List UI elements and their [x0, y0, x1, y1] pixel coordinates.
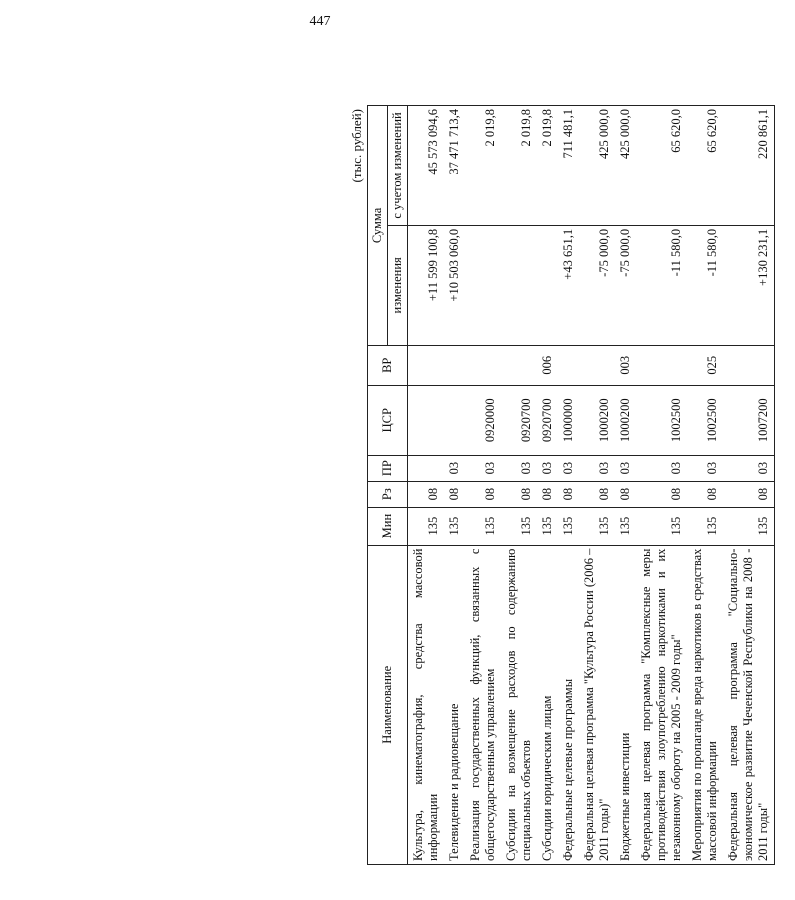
row-rz: 08 — [579, 481, 615, 507]
header-sum: Сумма — [368, 106, 388, 346]
row-pr: 03 — [615, 455, 636, 481]
row-csr: 1002500 — [687, 385, 723, 455]
table-row — [444, 106, 465, 865]
table-row — [723, 106, 775, 865]
row-rz: 08 — [408, 481, 445, 507]
row-pr: 03 — [687, 455, 723, 481]
row-min: 135 — [444, 507, 465, 545]
budget-table — [367, 105, 775, 865]
budget-page — [345, 85, 795, 865]
row-rz: 08 — [444, 481, 465, 507]
table-row — [465, 106, 501, 865]
header-changes: изменения — [388, 225, 408, 345]
row-total: 2 019,8 — [465, 106, 501, 226]
row-change: +43 651,1 — [558, 225, 579, 345]
row-min: 135 — [579, 507, 615, 545]
header-name: Наименование — [368, 545, 408, 864]
row-vr: 025 — [687, 345, 723, 385]
row-csr: 0920000 — [465, 385, 501, 455]
table-row — [537, 106, 558, 865]
row-name: Мероприятия по пропаганде вреда наркотиков в средствах массовой информации — [687, 545, 723, 864]
row-name: Субсидии на возмещение расходов по содержанию специальных объектов — [501, 545, 537, 864]
row-csr — [408, 385, 445, 455]
row-vr — [444, 345, 465, 385]
row-vr — [558, 345, 579, 385]
row-total: 2 019,8 — [501, 106, 537, 226]
table-row — [501, 106, 537, 865]
row-min: 135 — [558, 507, 579, 545]
row-total: 37 471 713,4 — [444, 106, 465, 226]
row-change: -75 000,0 — [615, 225, 636, 345]
row-vr — [579, 345, 615, 385]
units-note: (тыс. рублей) — [349, 109, 364, 183]
row-csr: 1007200 — [723, 385, 775, 455]
row-rz: 08 — [723, 481, 775, 507]
header-csr: ЦСР — [368, 385, 408, 455]
row-csr: 0920700 — [537, 385, 558, 455]
row-change: -75 000,0 — [579, 225, 615, 345]
row-csr: 0920700 — [501, 385, 537, 455]
row-pr: 03 — [579, 455, 615, 481]
header-min: Мин — [368, 507, 408, 545]
row-min: 135 — [615, 507, 636, 545]
row-csr: 1002500 — [636, 385, 687, 455]
row-pr: 03 — [636, 455, 687, 481]
row-name: Бюджетные инвестиции — [615, 545, 636, 864]
row-vr — [723, 345, 775, 385]
header-with-changes: с учетом изменений — [388, 106, 408, 226]
row-total: 425 000,0 — [615, 106, 636, 226]
row-rz: 08 — [558, 481, 579, 507]
row-min: 135 — [636, 507, 687, 545]
row-name: Федеральные целевые программы — [558, 545, 579, 864]
table-header — [368, 106, 408, 865]
row-csr: 1000200 — [615, 385, 636, 455]
row-name: Телевидение и радиовещание — [444, 545, 465, 864]
row-pr: 03 — [723, 455, 775, 481]
row-vr: 003 — [615, 345, 636, 385]
row-pr: 03 — [558, 455, 579, 481]
row-name: Федеральная целевая программа "Социально-экономическое развитие Чеченской Республики на 2008 - 2011 годы" — [723, 545, 775, 864]
row-total: 425 000,0 — [579, 106, 615, 226]
row-total: 45 573 094,6 — [408, 106, 445, 226]
row-vr — [636, 345, 687, 385]
table-body — [408, 106, 775, 865]
row-total: 711 481,1 — [558, 106, 579, 226]
row-rz: 08 — [615, 481, 636, 507]
table-row — [408, 106, 445, 865]
page-number: 447 — [309, 14, 331, 29]
row-rz: 08 — [537, 481, 558, 507]
row-change: +10 503 060,0 — [444, 225, 465, 345]
header-pr: ПР — [368, 455, 408, 481]
row-min: 135 — [408, 507, 445, 545]
row-csr — [444, 385, 465, 455]
row-rz: 08 — [465, 481, 501, 507]
row-min: 135 — [465, 507, 501, 545]
row-vr — [501, 345, 537, 385]
row-name: Культура, кинематография, средства массовой информации — [408, 545, 445, 864]
header-vr: ВР — [368, 345, 408, 385]
row-pr: 03 — [537, 455, 558, 481]
row-rz: 08 — [636, 481, 687, 507]
row-min: 135 — [501, 507, 537, 545]
row-change: -11 580,0 — [687, 225, 723, 345]
row-change: -11 580,0 — [636, 225, 687, 345]
row-name: Субсидии юридическим лицам — [537, 545, 558, 864]
row-vr — [465, 345, 501, 385]
row-rz: 08 — [501, 481, 537, 507]
header-rz: Рз — [368, 481, 408, 507]
row-change: +130 231,1 — [723, 225, 775, 345]
row-change — [465, 225, 501, 345]
row-csr: 1000000 — [558, 385, 579, 455]
row-name: Федеральная целевая программа "Культура России (2006 – 2011 годы)" — [579, 545, 615, 864]
row-name: Реализация государственных функций, связанных с общегосударственным управлением — [465, 545, 501, 864]
row-pr — [408, 455, 445, 481]
row-change: +11 599 100,8 — [408, 225, 445, 345]
row-total: 2 019,8 — [537, 106, 558, 226]
row-rz: 08 — [687, 481, 723, 507]
row-change — [537, 225, 558, 345]
row-vr — [408, 345, 445, 385]
row-name: Федеральная целевая программа "Комплексные меры противодействия злоупотреблению наркотиками и их незаконному обороту на 2005 - 2009 годы" — [636, 545, 687, 864]
table-row — [558, 106, 579, 865]
table-row — [615, 106, 636, 865]
row-min: 135 — [723, 507, 775, 545]
row-pr: 03 — [465, 455, 501, 481]
row-min: 135 — [537, 507, 558, 545]
table-row — [687, 106, 723, 865]
row-total: 220 861,1 — [723, 106, 775, 226]
row-pr: 03 — [501, 455, 537, 481]
row-min: 135 — [687, 507, 723, 545]
row-total: 65 620,0 — [636, 106, 687, 226]
row-vr: 006 — [537, 345, 558, 385]
row-change — [501, 225, 537, 345]
row-pr: 03 — [444, 455, 465, 481]
row-csr: 1000200 — [579, 385, 615, 455]
row-total: 65 620,0 — [687, 106, 723, 226]
table-row — [579, 106, 615, 865]
table-row — [636, 106, 687, 865]
